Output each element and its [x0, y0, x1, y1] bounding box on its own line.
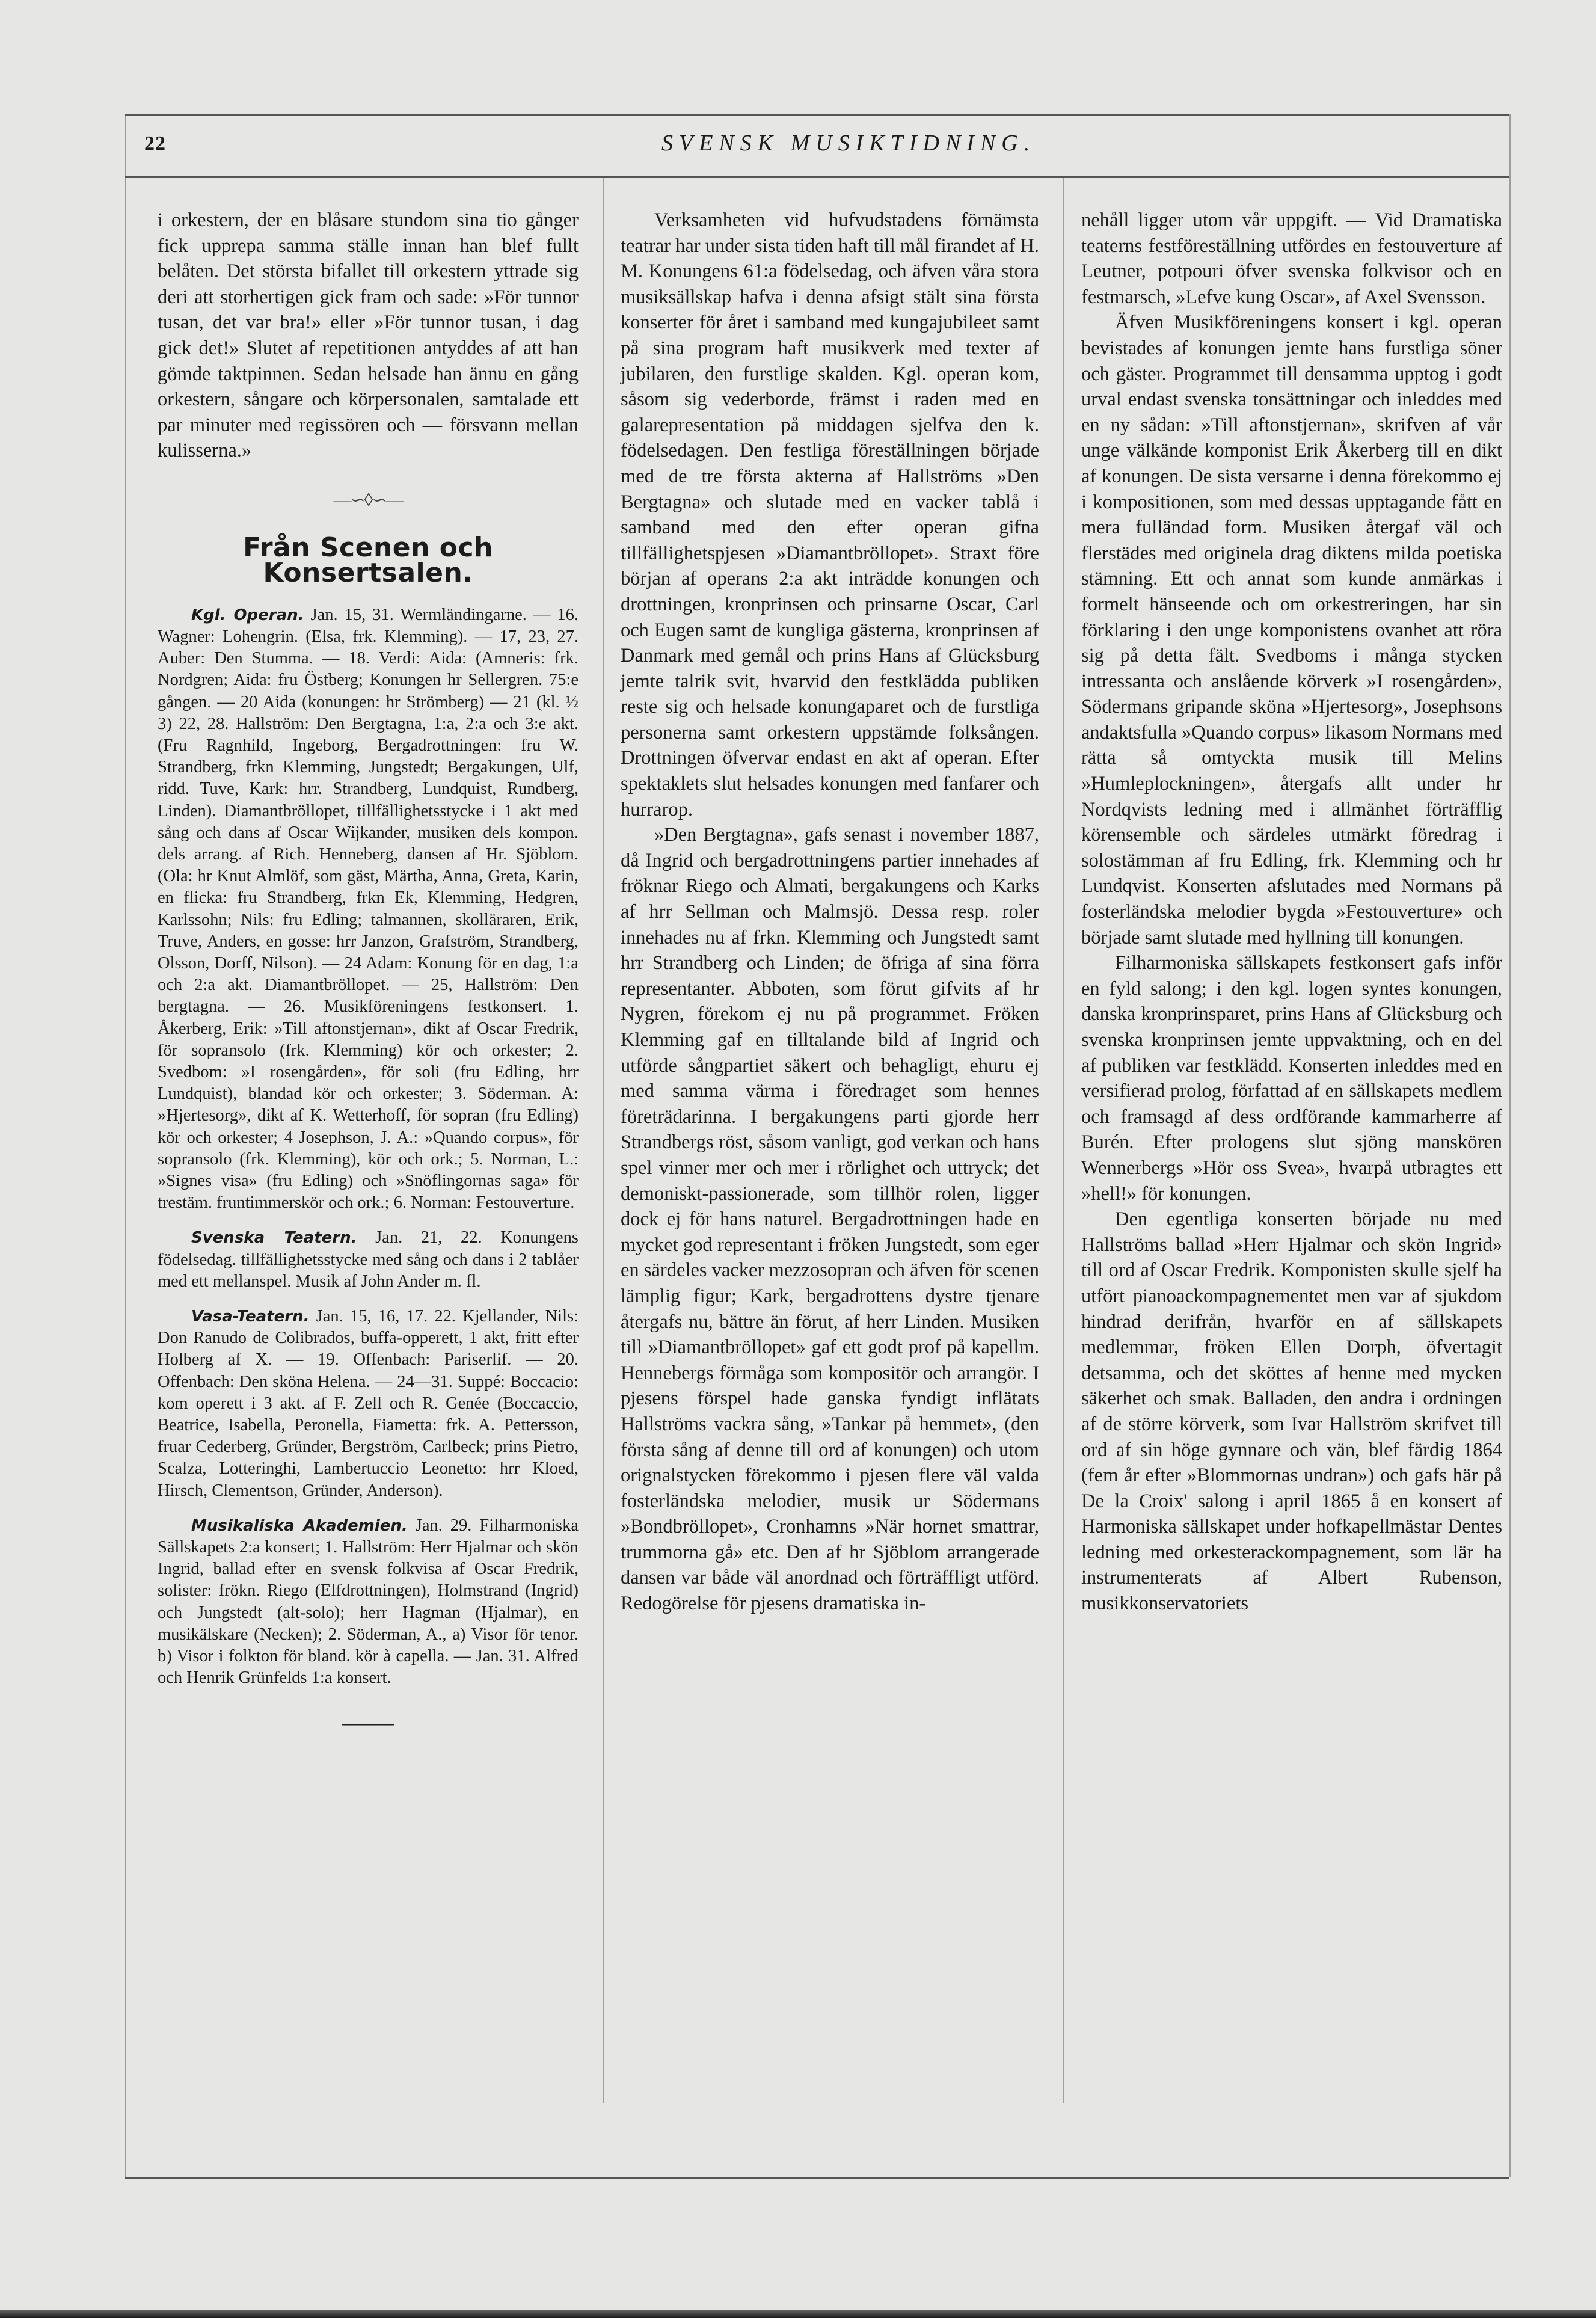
listing-text: Jan. 15, 16, 17. 22. Kjellander, Nils: Don Ranudo de Colibrados, buffa-opperett, 1 akt, fritt efter Holberg af X. — 19. Offenbach: Pariserlif. — 20. Offenbach: Den sköna Helena. — 24—31. Suppé: Boccacio: kom operett i 3 akt. af F. Zell och R. Genée (Boccaccio, Beatrice, Isabella, Peronella, Fiametta: frk. A. Pettersson, fruar Cederberg, Gründer, Bergström, Carlbeck; prins Pietro, Scalza, Lotteringhi, Lambertuccio Leonetto: hrr Kloed, Hirsch, Clementson, Gründer, Anderson).: [158, 1307, 579, 1500]
column-middle: [621, 208, 1039, 1617]
venue-label: Vasa-Teatern.: [191, 1308, 310, 1326]
ornament-divider-icon: —∽◊∽—: [333, 490, 403, 510]
page-number: 22: [144, 132, 166, 155]
running-title: SVENSK MUSIKTIDNING.: [661, 131, 1036, 156]
paragraph: Den egentliga konserten började nu med Hallströms ballad »Herr Hjalmar och skön Ingrid» till ord af Oscar Fredrik. Komponisten skulle sjelf ha utfört pianoackompagnementet men var af sjukdom hindrad derifrån, hvarför en af sällskapets medlemmar, fröken Ellen Dorph, öfvertagit detsamma, och det sköttes af henne med mycken säkerhet och smak. Balladen, den andra i ordningen af de större körverk, som Ivar Hallström skrifvet till ord af sin höge gynnare och vän, blef färdig 1864 (fem år efter »Blommornas undran») och gafs här på De la Croix' salong i april 1865 å en konsert af Harmoniska sällskapet under hofkapellmästar Dentes ledning med orkesterackompagnement, som lär ha instrumenterats af Albert Rubenson, musikkonservatoriets: [1081, 1208, 1502, 1615]
intro-paragraph: i orkestern, der en blåsare stundom sina tio gånger fick upprepa samma ställe innan han blef fullt belåten. Det största bifallet till orkestern yttrade sig deri att storhertigen gick fram och sade: »För tunnor tusan, det var bra!» eller »För tunnor tusan, i dag gick det!» Slutet af repetitionen antyddes af att han gömde taktpinnen. Sedan helsade han ännu en gång orkestern, sångare och körpersonalen, samtalade ett par minuter med regissören och — försvann mellan kulisserna.»: [158, 209, 579, 462]
listing-entry: [158, 1306, 579, 1502]
paragraph: »Den Bergtagna», gafs senast i november 1887, då Ingrid och bergadrottningens partier innehades af fröknar Riego och Almati, bergakungens och Karks af hrr Sellman och Malmsjö. Dessa resp. roler innehades nu af frkn. Klemming och Jungstedt samt hrr Strandberg och Linden; de öfriga af sina förra representanter. Abboten, som förut gifvits af hr Nygren, förekom ej nu på programmet. Fröken Klemming gaf en tilltalande bild af Ingrid och utförde sångpartiet säkert och behagligt, ehuru ej med samma värma i föredraget som hennes företrädarinna. I bergakungens parti gjorde herr Strandbergs röst, såsom vanligt, god verkan och hans spel vinner mer och mer i rörlighet och uttryck; det demoniskt-passionerade, som tillhör rolen, ligger dock ej för hans naturel. Bergadrottningen hade en mycket god representant i fröken Jungstedt, som eger en särdeles vacker mezzosopran och äfven för scenen lämplig figur; Kark, bergadrottens dystre tjenare återgafs nu, bättre än förut, af herr Linden. Musiken till »Diamantbröllopet» gaf ett godt prof på kapellm. Hennebergs förmåga som kompositör och arrangör. I pjesens förspel hade ganska fyndigt inflätats Hallströms vackra sång, »Tankar på hemmet», (den första sång af denne till ord af konungen) och utom orignalstycken förekommo i pjesen flere väl valda fosterländska melodier, musik ur Södermans »Bondbröllopet», Cronhamns »När hornet smattrar, trummorna gå» etc. Den af hr Sjöblom arrangerade dansen var både väl anordnad och förträffligt utförd. Redogörelse för pjesens dramatiska in-: [621, 824, 1039, 1615]
venue-label: Kgl. Operan.: [191, 606, 304, 624]
listing-text: Jan. 29. Filharmoniska Sällskapets 2:a konsert; 1. Hallström: Herr Hjalmar och skön Ingrid, ballad efter en svensk folkvisa af Oscar Fredrik, solister: frökn. Riego (Elfdrottningen), Holmstrand (Ingrid) och Jungstedt (alt-solo); herr Hagman (Hjalmar), en musikälskare (Necken); 2. Söderman, A., a) Visor för tenor. b) Visor i folkton för bland. kör à capella. — Jan. 31. Alfred och Henrik Grünfelds 1:a konsert.: [158, 1516, 579, 1688]
bottom-rule: [125, 2177, 1509, 2179]
paragraph: Filharmoniska sällskapets festkonsert gafs inför en fyld salong; i den kgl. logen syntes konungen, danska kronprinsparet, prins Hans af Glücksburg och svenska kronprinsen jemte uppvaktning, och en del af publiken var festklädd. Konserten inleddes med en versifierad prolog, författad af en sällskapets medlem och framsagd af dess ordförande kammarherre af Burén. Efter prologens slut sjöng manskören Wennerbergs »Hör oss Svea», hvarpå utbragtes ett »hell!» för konungen.: [1081, 952, 1502, 1205]
paragraph: Äfven Musikföreningens konsert i kgl. operan bevistades af konungen jemte hans furstliga söner och gäster. Programmet till densamma upptog i godt urval endast svenska tonsättningar och inleddes med en ny sådan: »Till aftonstjernan», skrifven af vår unge välkände komponist Erik Åkerberg till en dikt af konungen. De sista versarne i denna förekommo ej i kompositionen, som med dessas upptagande fått en mera fulländad form. Musiken återgaf väl och flerstädes med originela drag diktens milda poetiska stämning. Ett och annat som kunde anmärkas i formelt hänseende och om orkestreringen, har sin förklaring i den unge komponistens ovanhet att röra sig på detta fält. Svedboms i många stycken intressanta och anslående körverk »I rosengården», Södermans gripande sköna »Hjertesorg», Josephsons andaktsfulla »Quando corpus» likasom Normans med rätta så omtyckta musik till Melins »Humleplockningen», återgafs allt under hr Nordqvists ledning med i allmänhet förträfflig körensemble och särdeles utmärkt föredrag i solostämman af fru Edling, frk. Klemming och hr Lundqvist. Konserten afslutades med Normans på fosterländska melodier bygda »Festouverture» och började samt slutade med hyllning till konungen.: [1081, 312, 1502, 948]
listing-entry: [158, 1515, 579, 1689]
paragraph: nehåll ligger utom vår uppgift. — Vid Dramatiska teaterns festföreställning utfördes en festouverture af Leutner, potpouri öfver svenska folkvisor och en festmarsch, »Lefve kung Oscar», af Axel Svensson.: [1081, 209, 1502, 308]
paragraph: Verksamheten vid hufvudstadens förnämsta teatrar har under sista tiden haft till mål firandet af H. M. Konungens 61:a födelsedag, och äfven våra stora musiksällskap hafva i denna afsigt stält sina första konserter för året i samband med kungajubileet samt på sina program haft musikverk med texter af jubilaren, den furstlige skalden. Kgl. operan kom, såsom sig vederborde, främst i raden med en galarepresentation på middagen sjelfva den k. födelsedagen. Den festliga föreställningen började med de tre första akterna af Hallströms »Den Bergtagna» och slutade med en vacker tablå i samband med den efter operan gifna tillfällighetspjesen »Diamantbröllopet». Straxt före början af operans 2:a akt inträdde konungen och drottningen, kronprinsen och prinsarne Oscar, Carl och Eugen samt de kungliga gästerna, kronprinsen af Danmark med gemål och prins Hans af Glücksburg jemte talrik svit, hvarvid den festklädda publiken reste sig och helsade konungaparet och de furstliga personerna samt orkestern uppstämde folksången. Drottningen öfvervar endast en akt af operan. Efter spektaklets slut helsades konungen med fanfarer och hurrarop.: [621, 209, 1039, 820]
section-heading: Från Scenen och Konsertsalen.: [243, 532, 493, 589]
column-left: [158, 208, 579, 1735]
column-right: [1081, 208, 1502, 1617]
column-divider-1: [603, 178, 604, 2103]
scan-edge: [0, 2310, 1596, 2318]
column-divider-2: [1063, 178, 1064, 2103]
top-rule: [125, 114, 1509, 116]
listing-text: Jan. 15, 31. Wermländingarne. — 16. Wagner: Lohengrin. (Elsa, frk. Klemming). — 17, 23, 27. Auber: Den Stumma. — 18. Verdi: Aida: (Amneris: frk. Nordgren; Aida: fru Östberg; Konungen hr Sellergren. 75:e gången. — 20 Aida (konungen: hr Strömberg) — 21 (kl. ½ 3) 22, 28. Hallström: Den Bergtagna, 1:a, 2:a och 3:e akt. (Fru Ragnhild, Ingeborg, Bergadrottningen: fru W. Strandberg, frkn Klemming, Jungstedt; Bergakungen, Ulf, ridd. Tuve, Kark: hrr. Strandberg, Lundquist, Rundberg, Linden). Diamantbröllopet, tillfällighetsstycke i 1 akt med sång och dans af Oscar Wijkander, musiken dels kompon. dels arrang. af Rich. Henneberg, dansen af Hr. Sjöblom. (Ola: hr Knut Almlöf, som gäst, Märtha, Anna, Greta, Karin, en flicka: fru Strandberg, frkn Ek, Klemming, Hedgren, Karlssohn; Nils: fru Edling; talmannen, skolläraren, Erik, Truve, Anders, en gosse: hrr Janzon, Grafström, Strandberg, Olsson, Dorff, Nilson). — 24 Adam: Konung för en dag, 1:a och 2:a akt. Diamantbröllopet. — 25, Hallström: Den bergtagna. — 26. Musikföreningens festkonsert. 1. Åkerberg, Erik: »Till aftonstjernan», dikt af Oscar Fredrik, för sopransolo (frk. Klemming) kör och orkester; 2. Svedbom: »I rosengården», för soli (fru Edling, hrr Lundquist), blandad kör och orkester; 3. Söderman. A: »Hjertesorg», dikt af K. Wetterhoff, för sopran (fru Edling) kör och orkester; 4 Josephson, J. A.: »Quando corpus», för sopransolo (frk. Klemming), kör och ork.; 5. Norman, L.: »Signes visa» (fru Edling) och »Snöflingornas saga» för trestäm. fruntimmerskör och ork.; 6. Norman: Festouverture.: [158, 605, 579, 1213]
end-rule: ———: [342, 1714, 394, 1733]
listing-text: Jan. 21, 22. Konungens födelsedag. tillfällighetsstycke med sång och dans i 2 tablåer med ett mellanspel. Musik af John Ander m. fl.: [158, 1228, 579, 1291]
venue-label: Musikaliska Akademien.: [191, 1516, 408, 1535]
listing-entry: [158, 1227, 579, 1293]
listings: [158, 604, 579, 1735]
venue-label: Svenska Teatern.: [191, 1229, 357, 1247]
listing-entry: [158, 604, 579, 1214]
header-rule: [125, 176, 1509, 178]
